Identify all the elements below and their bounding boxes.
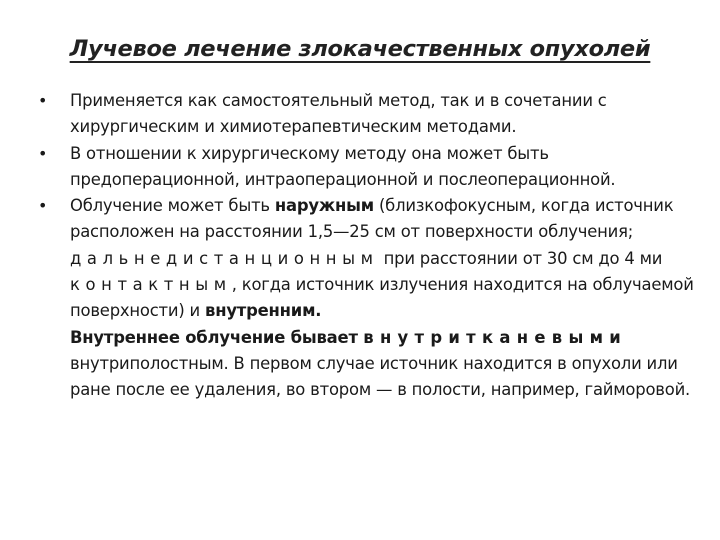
bullet-3-text-b: (близкофокусным, когда источник расположен на расстоянии 1,5—25 см от поверхности облучения; <box>70 196 674 242</box>
bullet-marker: • <box>38 91 48 110</box>
slide-title-text: Лучевое лечение злокачественных опухолей <box>69 36 651 62</box>
slide-title <box>0 36 720 62</box>
bullet-3-text-a: Облучение может быть <box>70 196 275 216</box>
bullet-text-2: В отношении к хирургическому методу она может быть предоперационной, интраоперационной и послеоперационной. <box>70 143 616 189</box>
bullet-item-2 <box>38 141 698 194</box>
bullet-3-emphasis-external: наружным <box>274 196 374 216</box>
bullet-3-text-c: при расстоянии от 30 см до 4 ми <box>378 248 663 268</box>
bullet-item-1 <box>38 88 698 141</box>
bullet-3-text-d: , когда источник излучения находится на облучаемой поверхности) и <box>70 275 694 321</box>
bullet-3-internal-heading: Внутреннее облучение бывает <box>70 327 364 347</box>
bullet-3-text-e: внутриполостным. В первом случае источник находится в опухоли или ране после ее удаления, во втором — в полости, например, гайморовой. <box>70 353 691 400</box>
bullet-marker: • <box>38 143 48 163</box>
bullet-3-spaced-teledistance: дальнедистанционным <box>70 248 379 268</box>
bullet-item-3 <box>38 193 698 403</box>
bullet-text-1: Применяется как самостоятельный метод, так и в сочетании с хирургическим и химиотерапевтическим методами. <box>70 91 607 137</box>
bullet-list <box>38 88 698 404</box>
bullet-marker: • <box>38 196 48 216</box>
bullet-3-emphasis-internal: внутренним. <box>205 301 322 321</box>
bullet-3-spaced-interstitial: внутритканевыми <box>363 327 628 347</box>
bullet-3-spaced-contact: контактным <box>70 275 232 295</box>
